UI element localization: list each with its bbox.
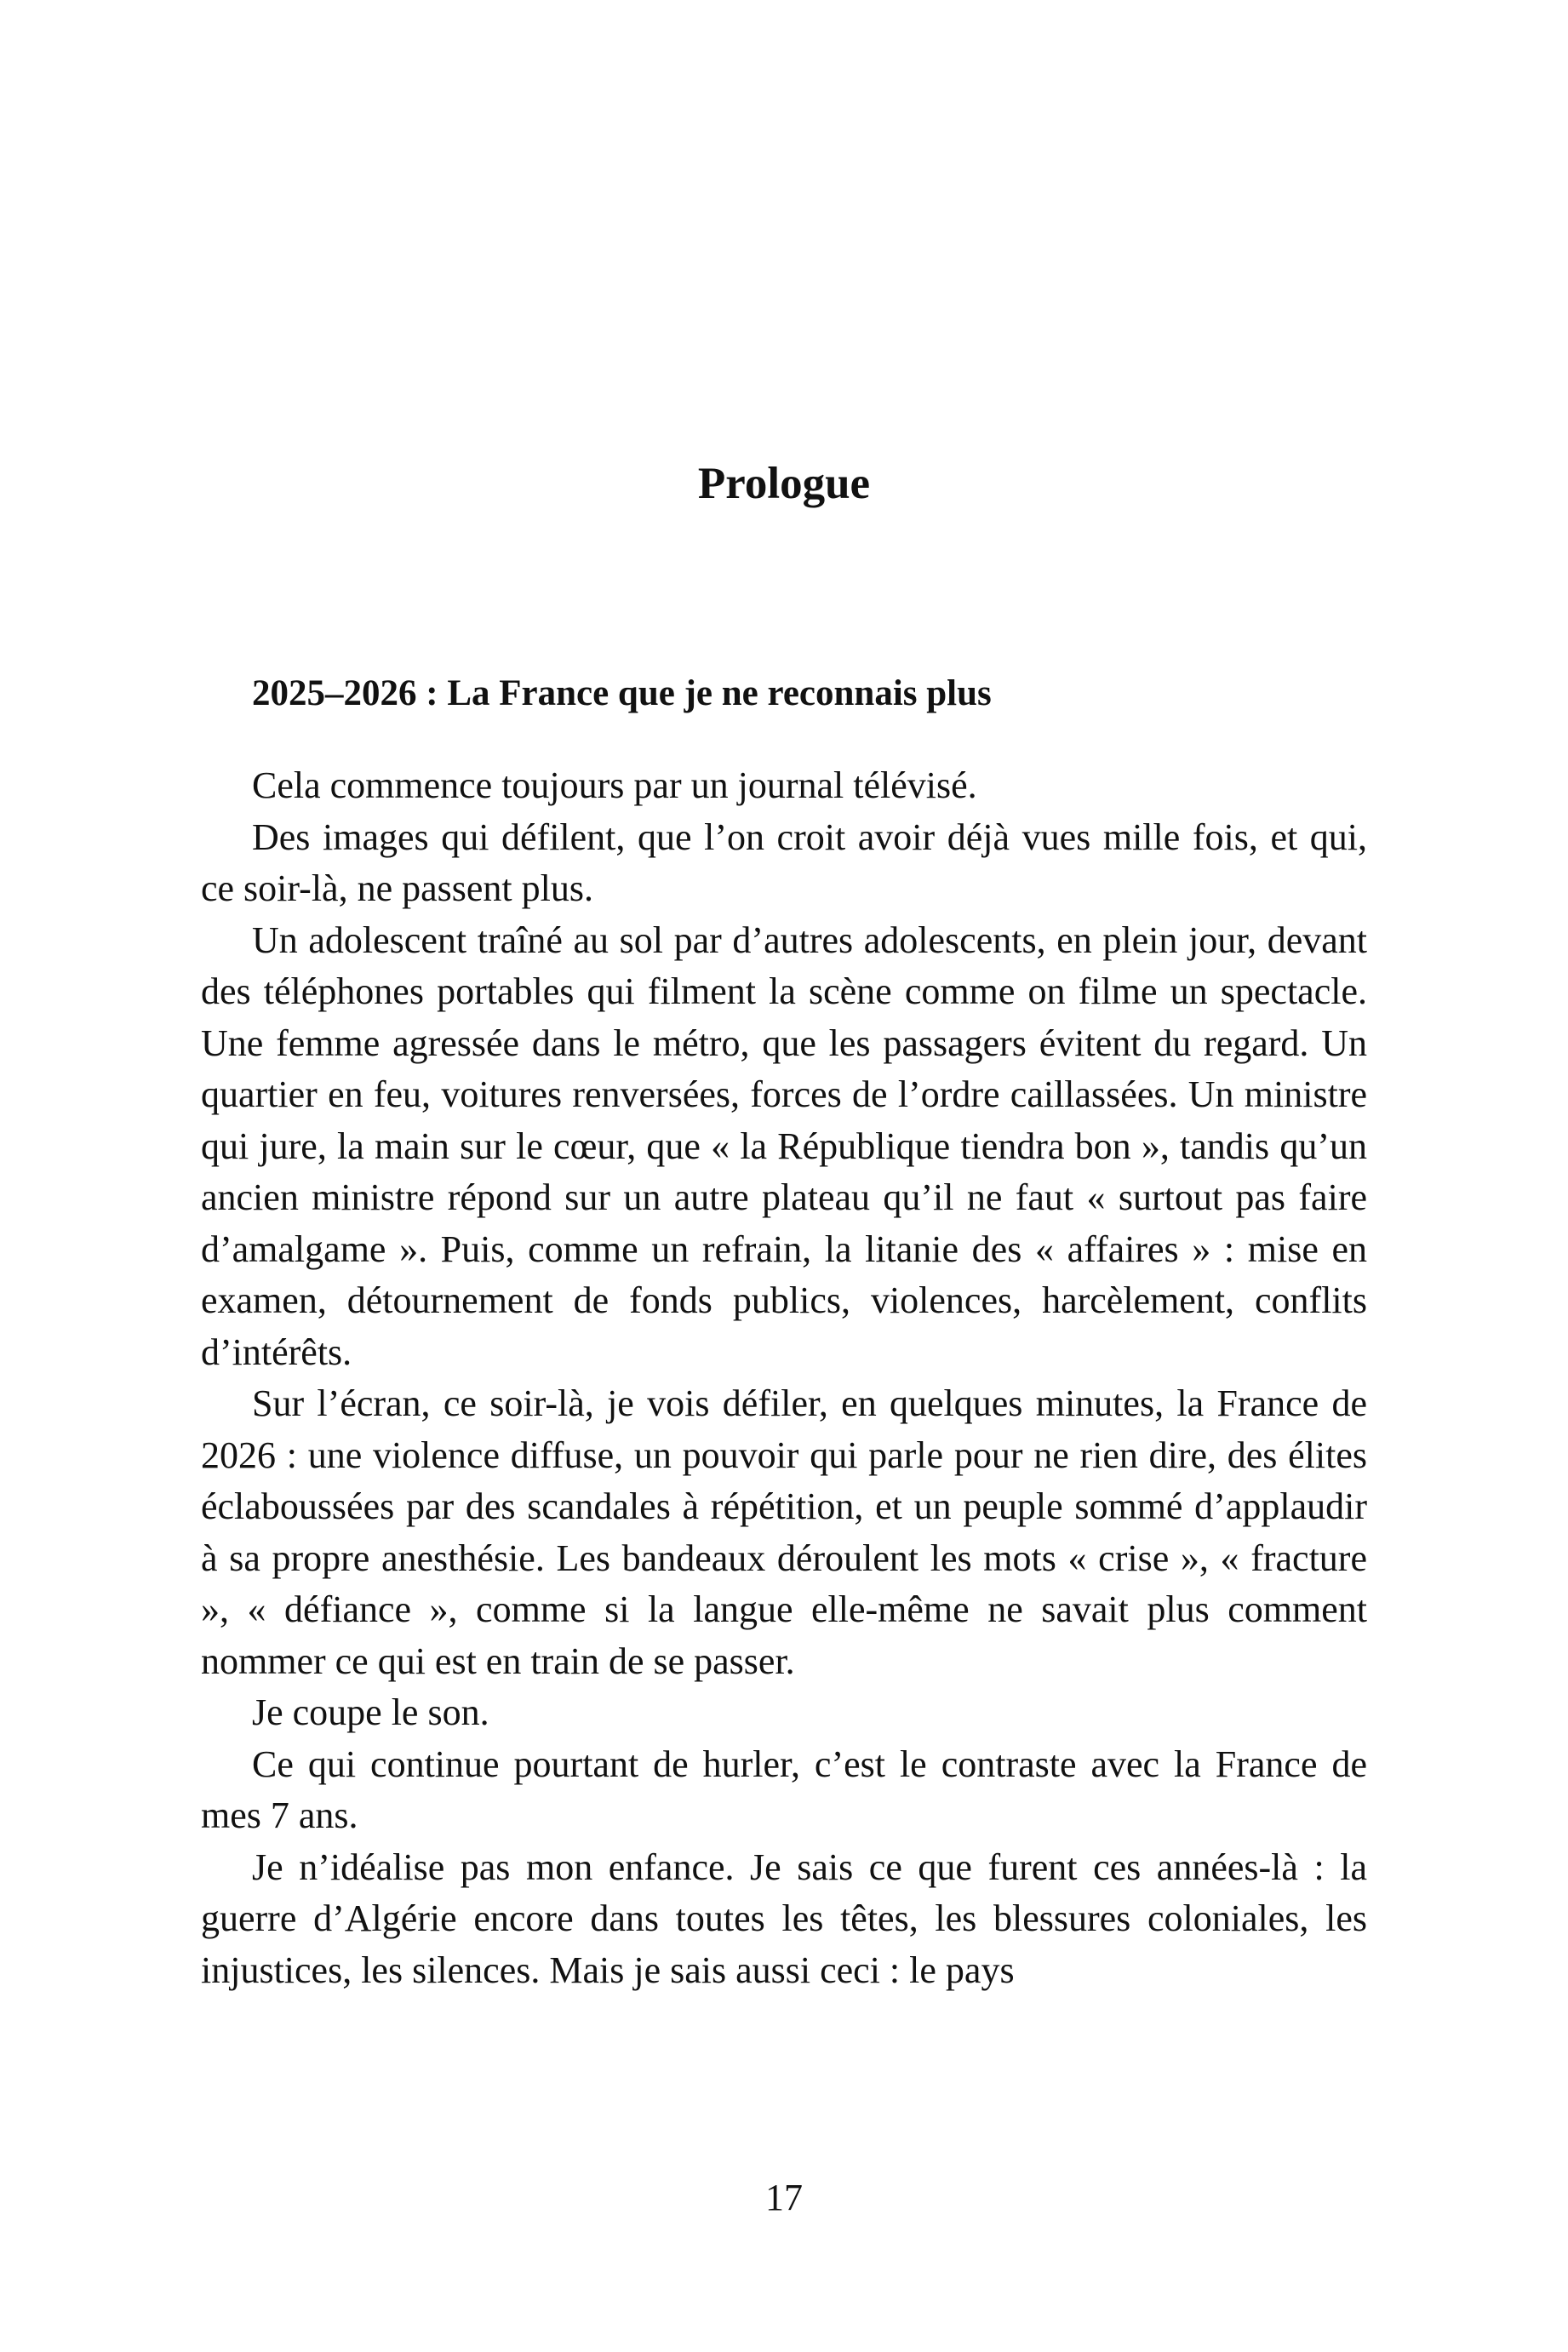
paragraph: Je coupe le son. — [252, 1691, 489, 1733]
section-title: 2025–2026 : La France que je ne reconnais plus — [252, 673, 992, 713]
paragraph: Un adolescent traîné au sol par d’autres adolescents, en plein jour, devant des téléphones portables qui filment la scène comme on filme un spectacle. Une femme agressée dans le métro, que les passagers évitent du regard. Un quartier en feu, voitures renversées, forces de l’ordre caillassées. Un ministre qui jure, la main sur le cœur, que « la République tiendra bon », tandis qu’un ancien ministre répond sur un autre plateau qu’il ne faut « surtout pas faire d’amalgame ». Puis, comme un refrain, la litanie des « affaires » : mise en examen, détournement de fonds publics, violences, harcèlement, conflits d’intérêts. — [201, 918, 1367, 1373]
page-number: 17 — [765, 2177, 803, 2218]
chapter-title: Prologue — [697, 459, 871, 508]
paragraph: Je n’idéalise pas mon enfance. Je sais ce que furent ces années-là : la guerre d’Algérie encore dans toutes les têtes, les blessures coloniales, les injustices, les silences. Mais je sais aussi ceci : le pays — [201, 1846, 1367, 1991]
paragraph: Des images qui défilent, que l’on croit avoir déjà vues mille fois, et qui, ce soir-là, ne passent plus. — [201, 815, 1367, 909]
paragraph: Cela commence toujours par un journal télévisé. — [252, 764, 977, 806]
body-text — [201, 760, 1367, 1996]
paragraph: Sur l’écran, ce soir-là, je vois défiler, en quelques minutes, la France de 2026 : une violence diffuse, un pouvoir qui parle pour ne rien dire, des élites éclaboussées par des scandales à répétition, et un peuple sommé d’applaudir à sa propre anesthésie. Les bandeaux déroulent les mots « crise », « fracture », « défiance », comme si la langue elle-même ne savait plus comment nommer ce qui est en train de se passer. — [201, 1382, 1367, 1682]
paragraph: Ce qui continue pourtant de hurler, c’est le contraste avec la France de mes 7 ans. — [201, 1743, 1367, 1836]
